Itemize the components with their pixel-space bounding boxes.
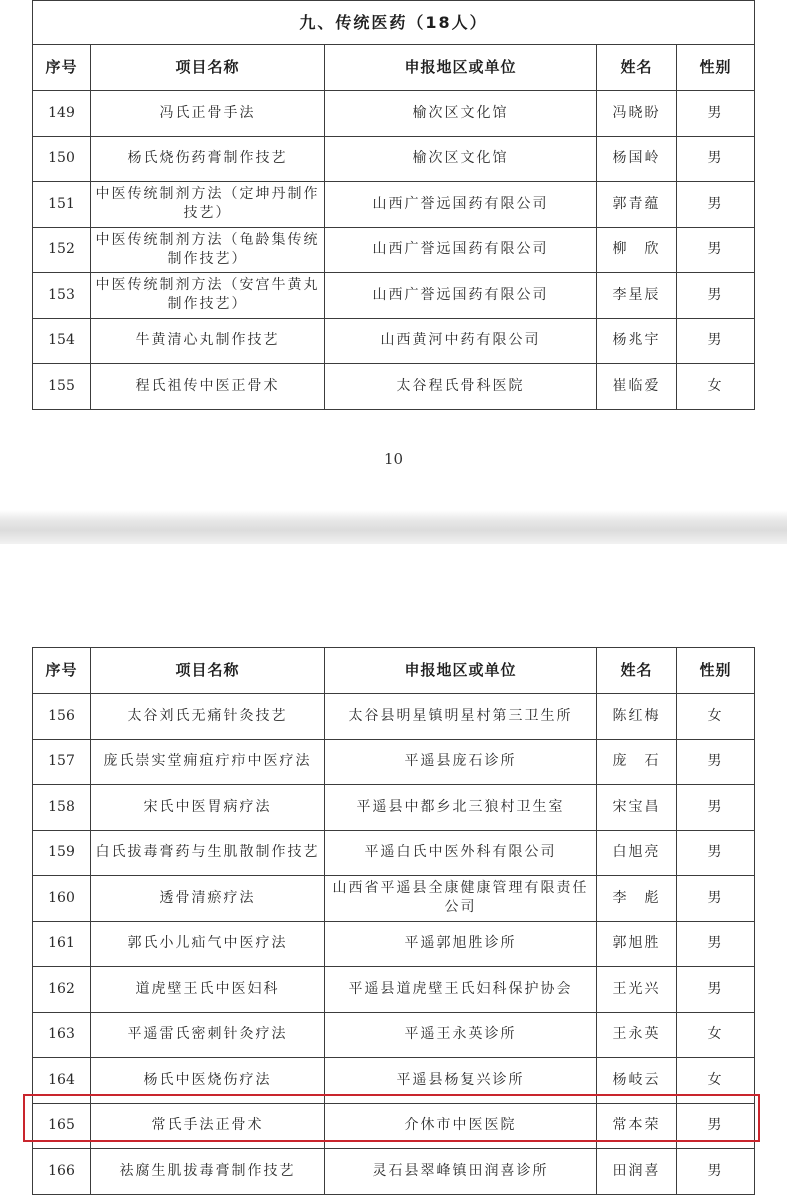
heritage-table-page-1 xyxy=(32,0,755,410)
cell-gender: 女 xyxy=(677,1012,755,1058)
cell-unit: 山西省平遥县全康健康管理有限责任公司 xyxy=(325,876,597,922)
header-unit: 申报地区或单位 xyxy=(325,648,597,694)
cell-project: 杨氏烧伤药膏制作技艺 xyxy=(91,136,325,182)
cell-gender: 男 xyxy=(677,1149,755,1195)
cell-name: 杨国岭 xyxy=(597,136,677,182)
cell-gender: 男 xyxy=(677,876,755,922)
cell-name: 郭青蕴 xyxy=(597,182,677,228)
cell-name: 李 彪 xyxy=(597,876,677,922)
cell-project: 常氏手法正骨术 xyxy=(91,1103,325,1149)
cell-unit: 介休市中医医院 xyxy=(325,1103,597,1149)
cell-gender: 男 xyxy=(677,785,755,831)
section-title: 九、传统医药（18人） xyxy=(33,1,755,45)
cell-seq: 160 xyxy=(33,876,91,922)
cell-name: 白旭亮 xyxy=(597,830,677,876)
table-row xyxy=(33,1149,755,1195)
cell-project: 庞氏崇实堂痈疽疔疖中医疗法 xyxy=(91,739,325,785)
table-row xyxy=(33,318,755,364)
page-separator xyxy=(0,510,787,544)
cell-project: 太谷刘氏无痛针灸技艺 xyxy=(91,694,325,740)
cell-unit: 山西广誉远国药有限公司 xyxy=(325,273,597,319)
table-row xyxy=(33,739,755,785)
cell-project: 道虎壁王氏中医妇科 xyxy=(91,967,325,1013)
cell-project: 透骨清瘀疗法 xyxy=(91,876,325,922)
cell-name: 王永英 xyxy=(597,1012,677,1058)
cell-name: 崔临爱 xyxy=(597,364,677,410)
cell-seq: 165 xyxy=(33,1103,91,1149)
cell-name: 李星辰 xyxy=(597,273,677,319)
table-row xyxy=(33,1012,755,1058)
cell-gender: 女 xyxy=(677,1058,755,1104)
table-header-row xyxy=(33,648,755,694)
cell-seq: 164 xyxy=(33,1058,91,1104)
header-seq: 序号 xyxy=(33,648,91,694)
cell-seq: 149 xyxy=(33,91,91,137)
cell-project: 中医传统制剂方法（定坤丹制作技艺） xyxy=(91,182,325,228)
cell-seq: 156 xyxy=(33,694,91,740)
cell-name: 王光兴 xyxy=(597,967,677,1013)
cell-unit: 平遥王永英诊所 xyxy=(325,1012,597,1058)
cell-name: 杨岐云 xyxy=(597,1058,677,1104)
cell-name: 郭旭胜 xyxy=(597,921,677,967)
cell-seq: 150 xyxy=(33,136,91,182)
cell-name: 常本荣 xyxy=(597,1103,677,1149)
cell-unit: 太谷县明星镇明星村第三卫生所 xyxy=(325,694,597,740)
table-row xyxy=(33,830,755,876)
cell-gender: 女 xyxy=(677,364,755,410)
cell-seq: 158 xyxy=(33,785,91,831)
cell-project: 牛黄清心丸制作技艺 xyxy=(91,318,325,364)
cell-gender: 男 xyxy=(677,91,755,137)
cell-unit: 平遥县中都乡北三狼村卫生室 xyxy=(325,785,597,831)
cell-gender: 男 xyxy=(677,921,755,967)
cell-unit: 太谷程氏骨科医院 xyxy=(325,364,597,410)
table-row xyxy=(33,227,755,273)
cell-gender: 男 xyxy=(677,1103,755,1149)
cell-gender: 男 xyxy=(677,830,755,876)
cell-unit: 灵石县翠峰镇田润喜诊所 xyxy=(325,1149,597,1195)
cell-seq: 152 xyxy=(33,227,91,273)
cell-gender: 男 xyxy=(677,182,755,228)
cell-gender: 男 xyxy=(677,967,755,1013)
cell-project: 祛腐生肌拔毒膏制作技艺 xyxy=(91,1149,325,1195)
cell-name: 杨兆宇 xyxy=(597,318,677,364)
cell-seq: 155 xyxy=(33,364,91,410)
cell-gender: 男 xyxy=(677,136,755,182)
cell-project: 平遥雷氏密刺针灸疗法 xyxy=(91,1012,325,1058)
table-row xyxy=(33,91,755,137)
table-header-row xyxy=(33,45,755,91)
table-row xyxy=(33,1103,755,1149)
cell-seq: 161 xyxy=(33,921,91,967)
cell-project: 中医传统制剂方法（龟龄集传统制作技艺） xyxy=(91,227,325,273)
cell-gender: 男 xyxy=(677,739,755,785)
table-row xyxy=(33,921,755,967)
cell-gender: 女 xyxy=(677,694,755,740)
cell-unit: 平遥白氏中医外科有限公司 xyxy=(325,830,597,876)
cell-unit: 山西广誉远国药有限公司 xyxy=(325,227,597,273)
header-project: 项目名称 xyxy=(91,45,325,91)
cell-gender: 男 xyxy=(677,273,755,319)
header-name: 姓名 xyxy=(597,45,677,91)
header-name: 姓名 xyxy=(597,648,677,694)
cell-seq: 162 xyxy=(33,967,91,1013)
header-gender: 性别 xyxy=(677,45,755,91)
cell-unit: 榆次区文化馆 xyxy=(325,91,597,137)
cell-project: 中医传统制剂方法（安宫牛黄丸制作技艺） xyxy=(91,273,325,319)
table-row xyxy=(33,364,755,410)
cell-gender: 男 xyxy=(677,227,755,273)
table-row xyxy=(33,876,755,922)
cell-project: 杨氏中医烧伤疗法 xyxy=(91,1058,325,1104)
cell-unit: 山西广誉远国药有限公司 xyxy=(325,182,597,228)
header-unit: 申报地区或单位 xyxy=(325,45,597,91)
cell-name: 冯晓盼 xyxy=(597,91,677,137)
table-row xyxy=(33,273,755,319)
cell-seq: 154 xyxy=(33,318,91,364)
cell-unit: 榆次区文化馆 xyxy=(325,136,597,182)
cell-seq: 163 xyxy=(33,1012,91,1058)
table-row xyxy=(33,694,755,740)
cell-project: 白氏拔毒膏药与生肌散制作技艺 xyxy=(91,830,325,876)
table-row xyxy=(33,785,755,831)
heritage-table-page-2 xyxy=(32,647,755,1195)
cell-gender: 男 xyxy=(677,318,755,364)
cell-project: 冯氏正骨手法 xyxy=(91,91,325,137)
document-page-1 xyxy=(0,0,787,510)
cell-unit: 平遥县庞石诊所 xyxy=(325,739,597,785)
cell-unit: 平遥郭旭胜诊所 xyxy=(325,921,597,967)
cell-name: 庞 石 xyxy=(597,739,677,785)
header-gender: 性别 xyxy=(677,648,755,694)
cell-name: 宋宝昌 xyxy=(597,785,677,831)
cell-seq: 151 xyxy=(33,182,91,228)
cell-seq: 153 xyxy=(33,273,91,319)
cell-seq: 166 xyxy=(33,1149,91,1195)
cell-project: 程氏祖传中医正骨术 xyxy=(91,364,325,410)
header-project: 项目名称 xyxy=(91,648,325,694)
page-number: 10 xyxy=(383,450,404,468)
section-title-row xyxy=(33,1,755,45)
table-row xyxy=(33,967,755,1013)
cell-unit: 平遥县道虎壁王氏妇科保护协会 xyxy=(325,967,597,1013)
header-seq: 序号 xyxy=(33,45,91,91)
document-page-2 xyxy=(0,544,787,1188)
cell-seq: 159 xyxy=(33,830,91,876)
cell-unit: 山西黄河中药有限公司 xyxy=(325,318,597,364)
cell-name: 柳 欣 xyxy=(597,227,677,273)
cell-seq: 157 xyxy=(33,739,91,785)
table-row xyxy=(33,136,755,182)
table-row xyxy=(33,1058,755,1104)
cell-name: 陈红梅 xyxy=(597,694,677,740)
cell-project: 郭氏小儿疝气中医疗法 xyxy=(91,921,325,967)
cell-unit: 平遥县杨复兴诊所 xyxy=(325,1058,597,1104)
cell-name: 田润喜 xyxy=(597,1149,677,1195)
cell-project: 宋氏中医胃病疗法 xyxy=(91,785,325,831)
table-row xyxy=(33,182,755,228)
